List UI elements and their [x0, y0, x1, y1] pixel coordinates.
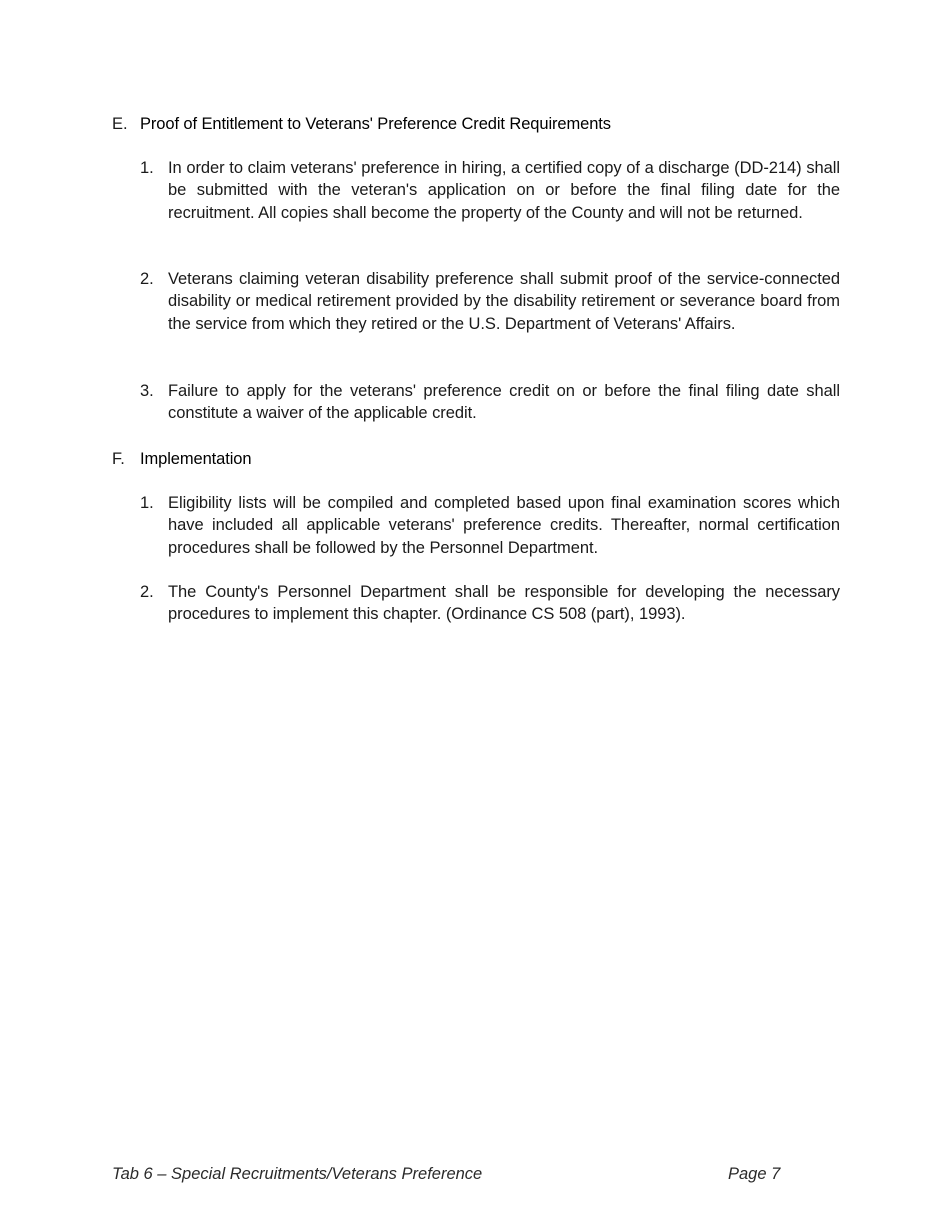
item-number: 1. [140, 159, 154, 177]
section-f-letter: F. [112, 450, 125, 468]
section-e-title: Proof of Entitlement to Veterans' Preference Credit Requirements [140, 115, 611, 133]
section-f-title: Implementation [140, 450, 252, 468]
section-e-heading [112, 113, 840, 135]
item-number: 2. [140, 583, 154, 601]
footer-tab-label: Tab 6 – Special Recruitments/Veterans Preference [112, 1165, 483, 1183]
item-text: The County's Personnel Department shall be responsible for developing the necessary procedures to implement this chapter. (Ordinance CS 508 (part), 1993). [168, 583, 840, 624]
section-f-heading [112, 448, 840, 470]
item-text: Eligibility lists will be compiled and completed based upon final examination scores which have included all applicable veterans' preference credits. Thereafter, normal certification procedures shall be followed by the Personnel Department. [168, 494, 840, 557]
item-number: 2. [140, 270, 154, 288]
footer-page-number: Page 7 [728, 1165, 781, 1183]
section-f-item-1 [140, 492, 840, 559]
section-e-item-3 [140, 380, 840, 425]
section-e-item-2 [140, 268, 840, 335]
item-text: In order to claim veterans' preference in hiring, a certified copy of a discharge (DD-214) shall be submitted with the veteran's application on or before the final filing date for the recruitment. All copies shall become the property of the County and will not be returned. [168, 159, 840, 222]
section-e-item-1 [140, 157, 840, 224]
item-text: Veterans claiming veteran disability preference shall submit proof of the service-connected disability or medical retirement provided by the disability retirement or severance board from the service from which they retired or the U.S. Department of Veterans' Affairs. [168, 270, 840, 333]
item-text: Failure to apply for the veterans' preference credit on or before the final filing date shall constitute a waiver of the applicable credit. [168, 382, 840, 423]
item-number: 3. [140, 382, 154, 400]
section-e-letter: E. [112, 115, 128, 133]
item-number: 1. [140, 494, 154, 512]
section-e [112, 113, 840, 135]
section-f-item-2 [140, 581, 840, 626]
section-f [112, 448, 840, 470]
